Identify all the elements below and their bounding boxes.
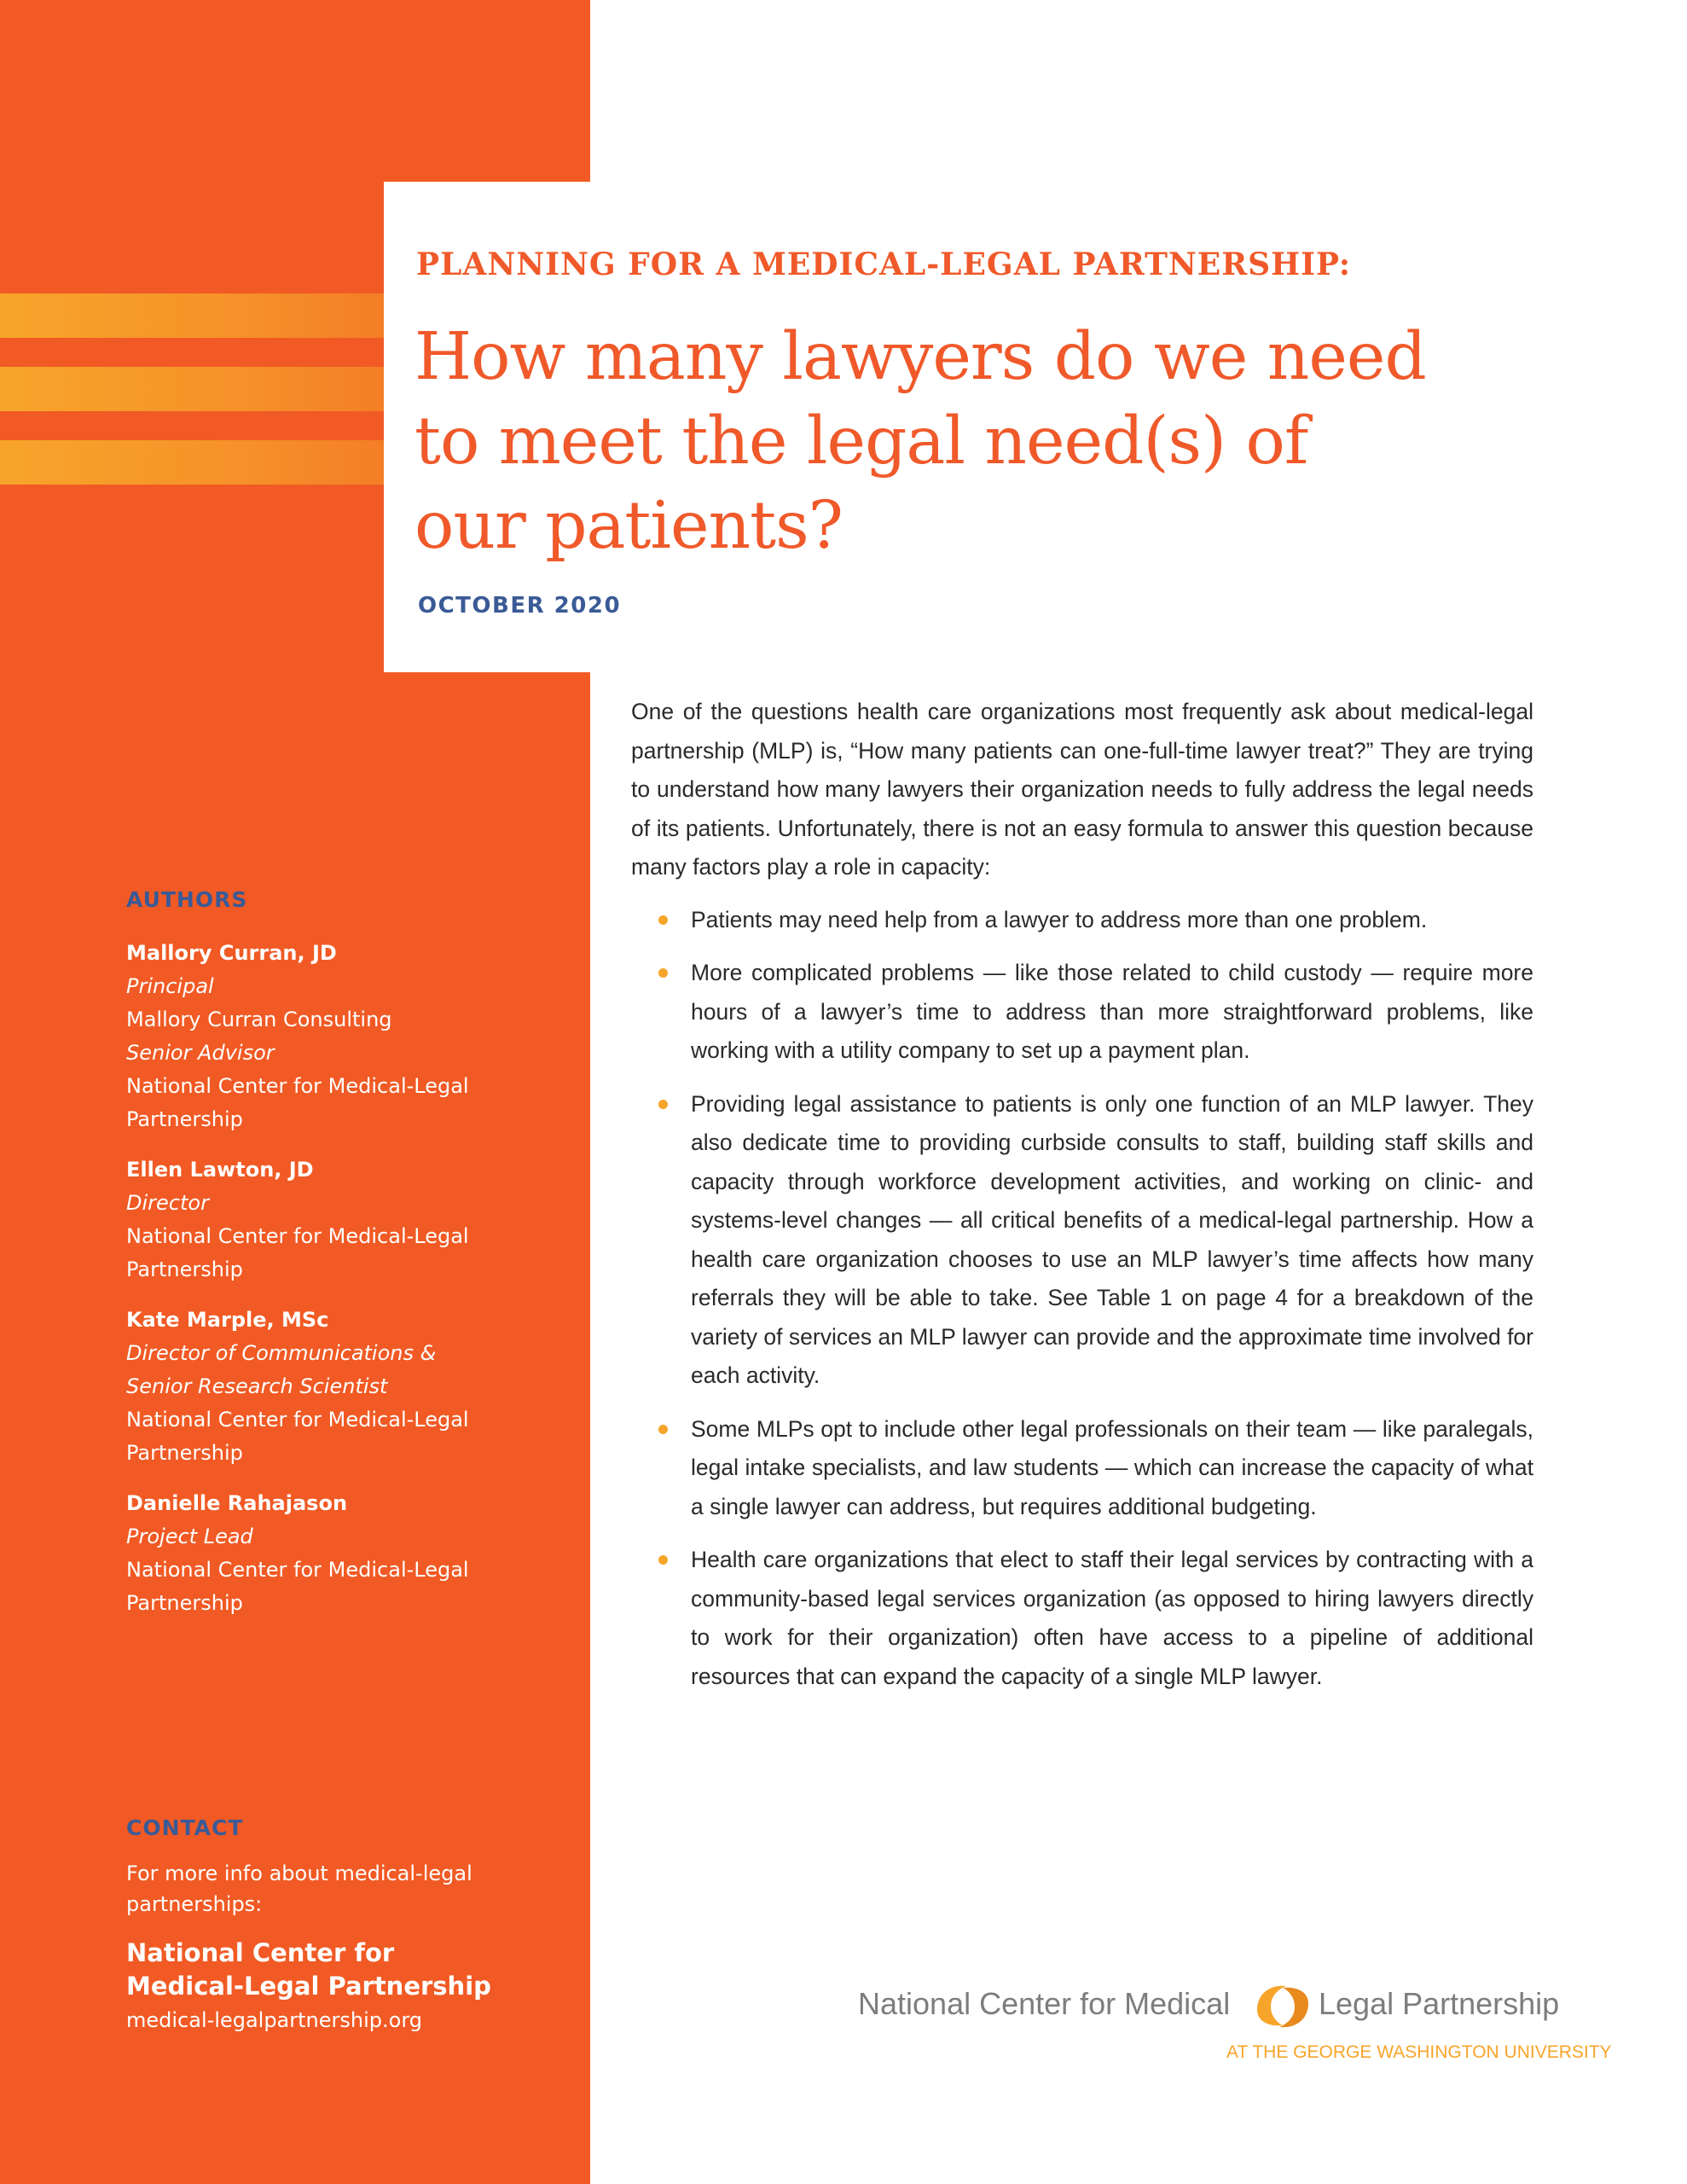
list-item-text: Health care organizations that elect to staff their legal services by contracting with a community-based legal services organization (as opposed to hiring lawyers directly to work for their organization) often have access to a pipeline of additional resources that can expand the capacity of a single MLP lawyer. bbox=[691, 1547, 1533, 1689]
page-title bbox=[415, 315, 1523, 568]
author-organization: National Center for Medical-Legal bbox=[126, 1224, 469, 1248]
list-item bbox=[631, 1410, 1533, 1527]
list-item-text: Patients may need help from a lawyer to address more than one problem. bbox=[691, 906, 1428, 932]
bullet-dot-icon bbox=[658, 1100, 668, 1109]
bullet-dot-icon bbox=[658, 1425, 668, 1434]
author-organization: Partnership bbox=[126, 1107, 243, 1131]
author-role: Senior Advisor bbox=[126, 1041, 275, 1065]
list-item-text: More complicated problems — like those related to child custody — require more hours of a lawyer’s time to address than more straightforward problems, like working with a utility company to set up a payment plan. bbox=[691, 960, 1533, 1063]
logo-text-right: Legal Partnership bbox=[1319, 1986, 1560, 2021]
author-entry bbox=[126, 937, 570, 1136]
author-name: Ellen Lawton, JD bbox=[126, 1158, 314, 1182]
decorative-stripe bbox=[0, 293, 384, 338]
author-name: Mallory Curran, JD bbox=[126, 941, 337, 965]
authors-list bbox=[126, 937, 570, 1637]
logo-text-left: National Center for Medical bbox=[858, 1986, 1231, 2021]
author-role: Director of Communications & bbox=[126, 1341, 437, 1365]
author-organization: Partnership bbox=[126, 1258, 243, 1281]
title-line: to meet the legal need(s) of bbox=[415, 404, 1308, 479]
decorative-stripe bbox=[0, 440, 384, 485]
bullet-dot-icon bbox=[658, 915, 668, 925]
list-item bbox=[631, 954, 1533, 1071]
author-name: Kate Marple, MSc bbox=[126, 1308, 329, 1332]
author-role: Project Lead bbox=[126, 1525, 253, 1548]
contact-organization bbox=[126, 1937, 553, 2003]
logo-subtitle: AT THE GEORGE WASHINGTON UNIVERSITY bbox=[1226, 2042, 1612, 2062]
author-organization: National Center for Medical-Legal bbox=[126, 1558, 469, 1582]
factor-list bbox=[631, 901, 1533, 1697]
author-organization: Partnership bbox=[126, 1441, 243, 1465]
list-item bbox=[631, 1541, 1533, 1696]
contact-heading: CONTACT bbox=[126, 1815, 244, 1840]
title-line: our patients? bbox=[415, 488, 843, 564]
author-entry bbox=[126, 1304, 570, 1470]
title-kicker: PLANNING FOR A MEDICAL-LEGAL PARTNERSHIP: bbox=[416, 247, 1352, 282]
ncmlp-logo bbox=[858, 1978, 1626, 2080]
list-item-text: Some MLPs opt to include other legal professionals on their team — like paralegals, legal intake specialists, and law students — which can increase the capacity of what a single lawyer can address, but requires additional budgeting. bbox=[691, 1415, 1533, 1519]
bullet-dot-icon bbox=[658, 968, 668, 978]
contact-description: For more info about medical-legal partnerships: bbox=[126, 1862, 472, 1916]
author-name: Danielle Rahajason bbox=[126, 1491, 348, 1515]
author-organization: Mallory Curran Consulting bbox=[126, 1008, 392, 1031]
author-role: Principal bbox=[126, 974, 214, 998]
author-organization: Partnership bbox=[126, 1591, 243, 1615]
contact-org-line: National Center for bbox=[126, 1938, 395, 1967]
author-organization: National Center for Medical-Legal bbox=[126, 1408, 469, 1432]
title-card bbox=[384, 182, 1687, 672]
bullet-dot-icon bbox=[658, 1555, 668, 1565]
author-role: Senior Research Scientist bbox=[126, 1374, 388, 1398]
title-line: How many lawyers do we need bbox=[415, 319, 1426, 395]
author-organization: National Center for Medical-Legal bbox=[126, 1074, 469, 1098]
publication-date: OCTOBER 2020 bbox=[418, 593, 622, 619]
list-item bbox=[631, 901, 1533, 940]
contact-url: medical-legalpartnership.org bbox=[126, 2008, 422, 2032]
list-item-text: Providing legal assistance to patients is only one function of an MLP lawyer. They also dedicate time to providing curbside consults to staff, building staff skills and capacity through workforce development activities, and working on clinic- and systems-level changes — all critical benefits of a medical-legal partnership. How a health care organization chooses to use an MLP lawyer’s time affects how many referrals they will be able to take. See Table 1 on page 4 for a breakdown of the variety of services an MLP lawyer can provide and the approximate time involved for each activity. bbox=[691, 1090, 1533, 1388]
authors-heading: AUTHORS bbox=[126, 887, 248, 912]
body-content bbox=[631, 693, 1533, 1711]
author-entry bbox=[126, 1153, 570, 1287]
author-role: Director bbox=[126, 1191, 209, 1215]
interlocking-arcs-icon bbox=[1252, 1981, 1313, 2032]
author-entry bbox=[126, 1487, 570, 1620]
contact-org-line: Medical-Legal Partnership bbox=[126, 1972, 491, 2001]
list-item bbox=[631, 1085, 1533, 1396]
intro-paragraph: One of the questions health care organizations most frequently ask about medical-legal partnership (MLP) is, “How many patients can one-full-time lawyer treat?” They are trying to understand how many lawyers their organization needs to fully address the legal needs of its patients. Unfortunately, there is not an easy formula to answer this question because many factors play a role in capacity: bbox=[631, 699, 1533, 880]
decorative-stripe bbox=[0, 367, 384, 411]
